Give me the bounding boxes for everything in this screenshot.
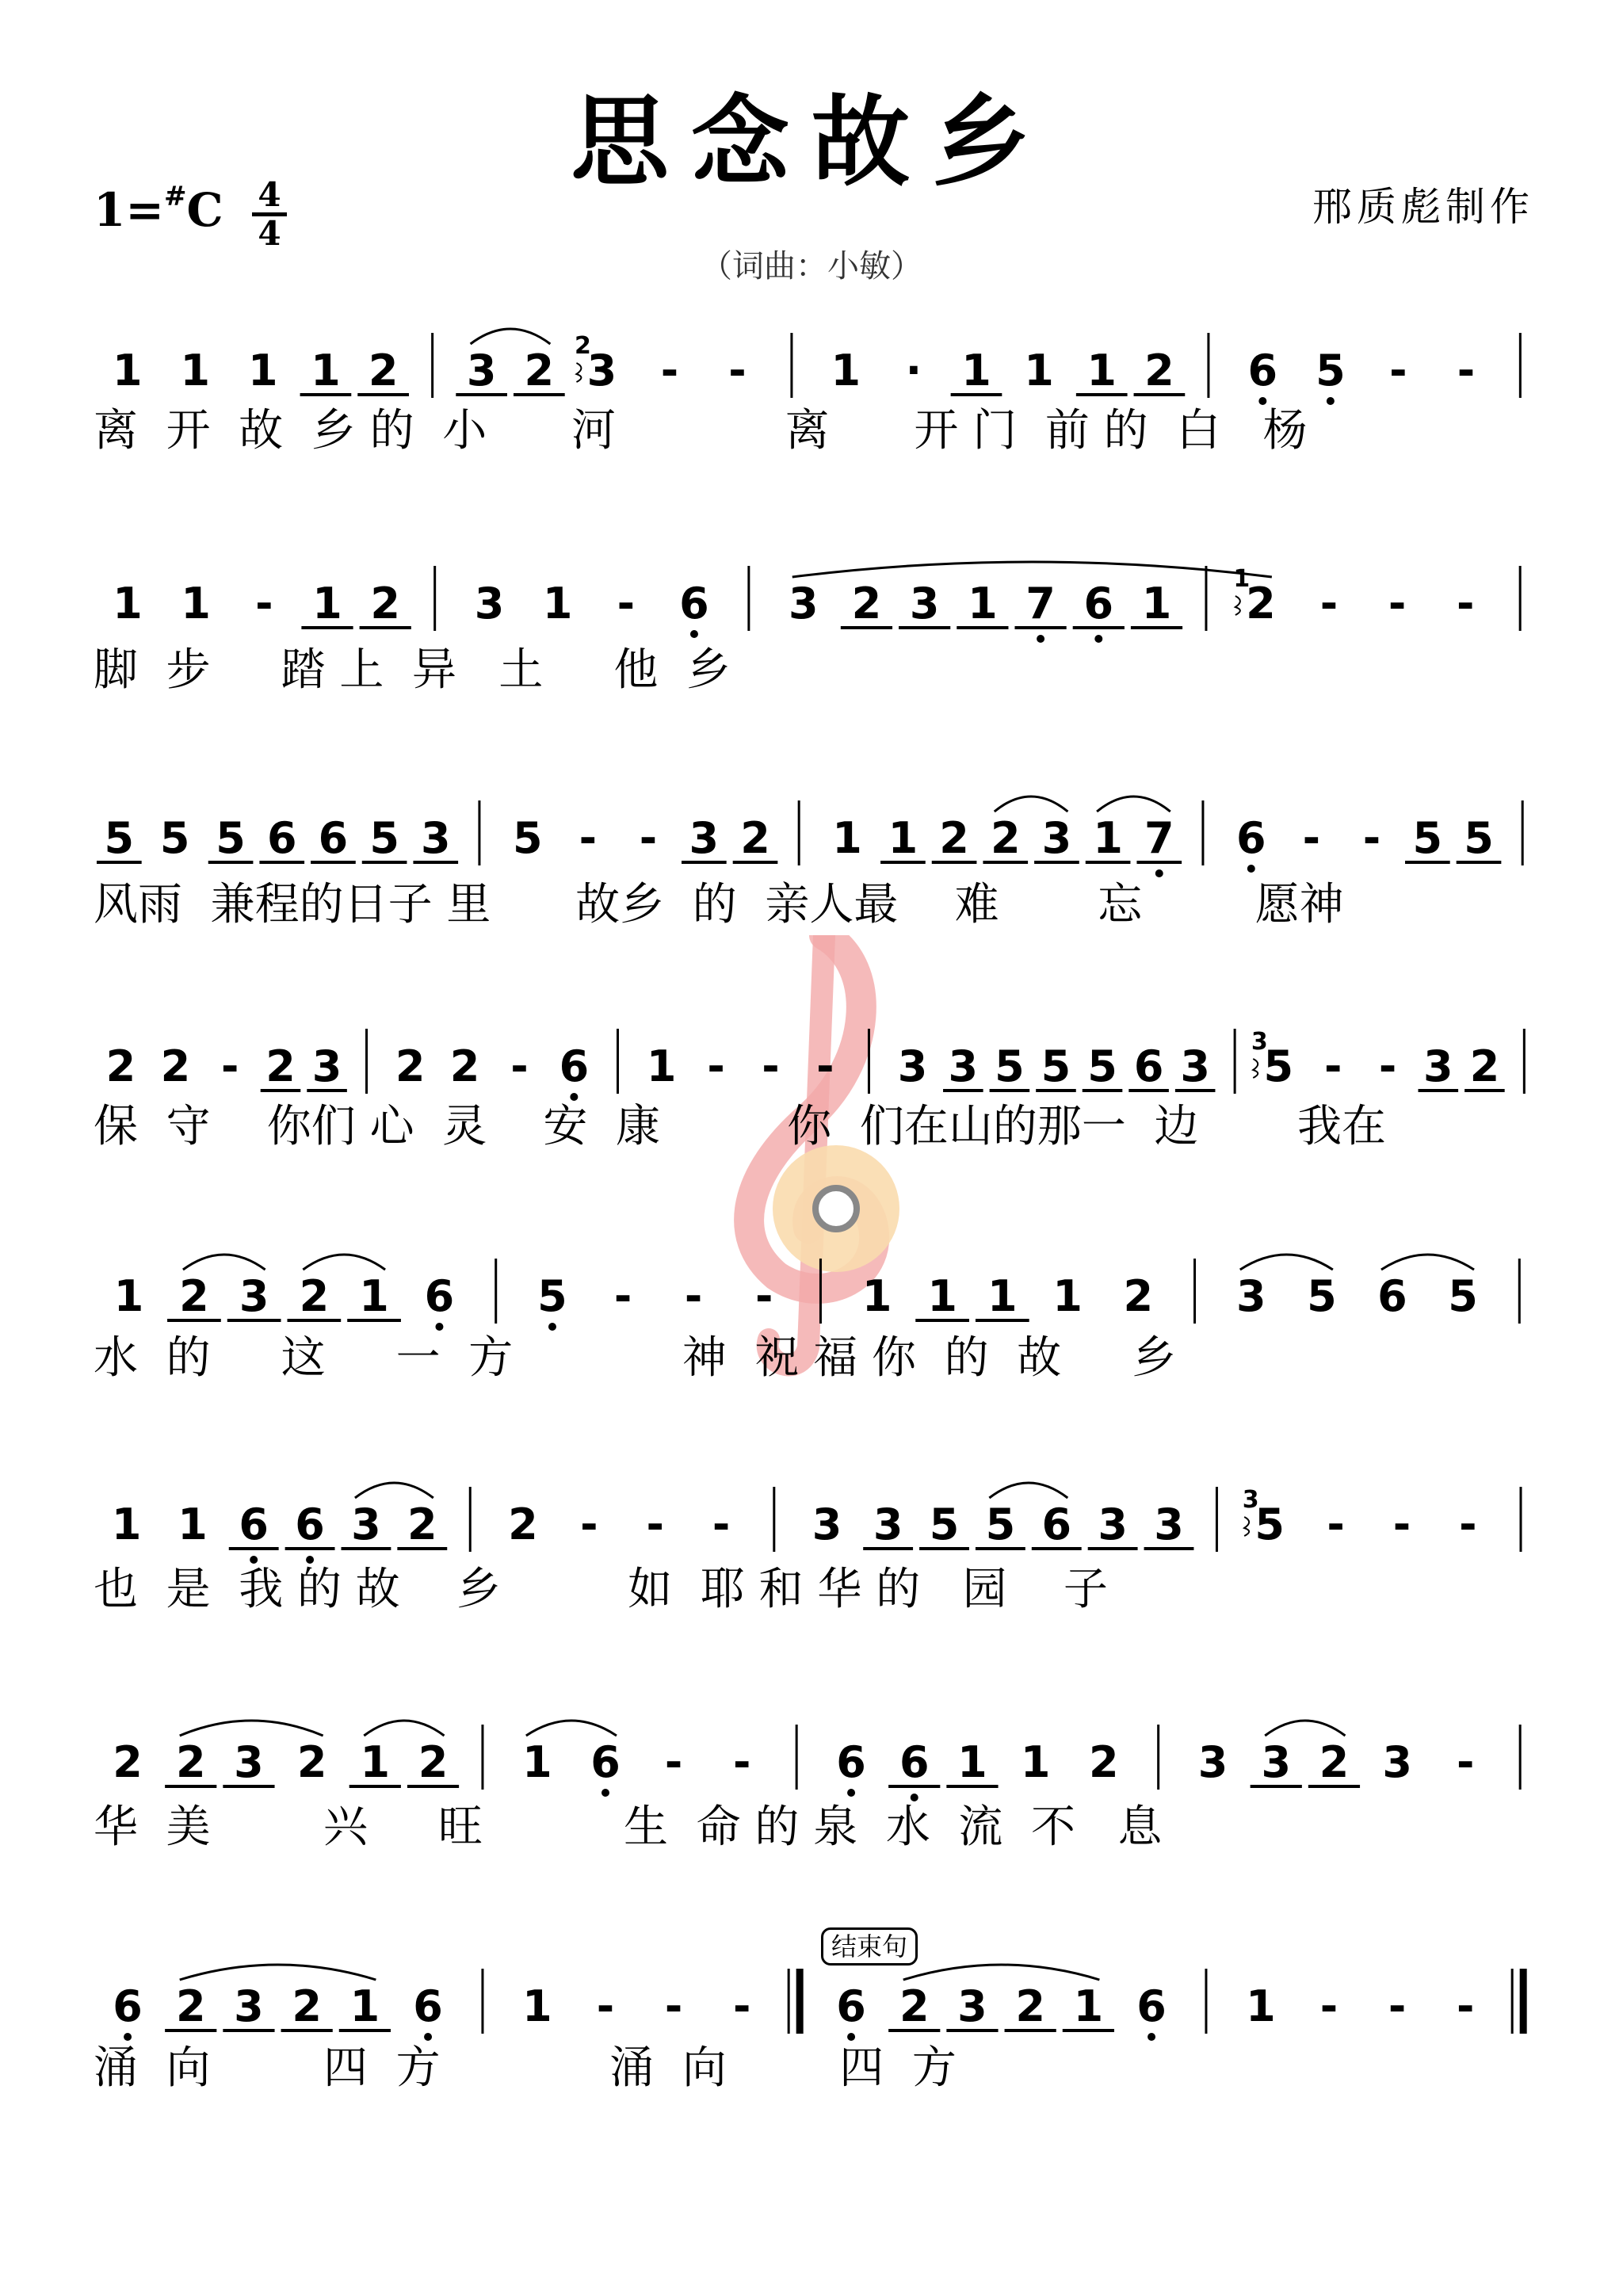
note: 1 (1073, 1981, 1104, 2031)
note: · (905, 346, 922, 395)
low-octave-dot (1258, 397, 1266, 405)
note: 6 (1247, 346, 1278, 395)
dash: - (1457, 579, 1475, 628)
note: 1 (888, 813, 918, 863)
note: 2 (105, 1041, 136, 1091)
note: 1 (180, 346, 211, 395)
note: 2 (1015, 1981, 1045, 2031)
note: 6 (559, 1041, 590, 1091)
note: 2 (939, 813, 969, 863)
dash: - (754, 1271, 773, 1321)
low-octave-dot (548, 1323, 556, 1331)
low-octave-dot (306, 1556, 314, 1564)
dash: - (1302, 813, 1321, 863)
note: 1 (522, 1737, 552, 1787)
note: 1 (359, 1271, 389, 1321)
slur (1265, 1721, 1345, 1736)
dash: - (1319, 579, 1338, 628)
slur (1381, 1255, 1474, 1270)
dash: - (733, 1737, 751, 1787)
low-octave-dot (1148, 2033, 1155, 2041)
lyrics-line: 华 美 兴 旺 生 命 的 泉 水 流 不 息 (94, 1801, 1163, 1853)
dash: - (1362, 813, 1381, 863)
note: 5 (1412, 813, 1443, 863)
note: 3 (1382, 1737, 1412, 1787)
note: 2 (524, 346, 555, 395)
note: 3 (812, 1499, 842, 1549)
note: 3 (1423, 1041, 1453, 1091)
slur (355, 1483, 433, 1498)
note: 3 (474, 579, 505, 628)
dash: - (255, 579, 273, 628)
note: 3 (351, 1499, 381, 1549)
note: 1 (248, 346, 278, 395)
low-octave-dot (1037, 635, 1044, 643)
note: 5 (929, 1499, 960, 1549)
note: 6 (1136, 1981, 1167, 2031)
note: 1 (1024, 346, 1054, 395)
lyrics-line: 保 守 你们 心 灵 安 康 你 们在山的那一 边 我在 (94, 1101, 1387, 1152)
grace-note: 3 (1251, 1028, 1268, 1056)
dash: - (728, 346, 747, 395)
low-octave-dot (911, 1794, 918, 1801)
dash: - (816, 1041, 834, 1091)
dash: - (1457, 1737, 1475, 1787)
low-octave-dot (1247, 865, 1255, 873)
lyrics-line: 也 是 我 的 故 乡 如 耶 和 华 的 园 子 (94, 1564, 1108, 1615)
slur (526, 1721, 617, 1736)
note: 3 (957, 1981, 987, 2031)
note: 5 (1254, 1499, 1285, 1549)
low-octave-dot (570, 1093, 578, 1101)
low-octave-dot (435, 1323, 443, 1331)
slur (364, 1721, 444, 1736)
note: 1 (957, 1737, 987, 1787)
note: 2 (370, 579, 401, 628)
lyrics-line: 水 的 这 一 方 神 祝 福 你 的 故 乡 (94, 1332, 1177, 1384)
note: 5 (513, 813, 543, 863)
note: 2 (508, 1499, 538, 1549)
dash: - (762, 1041, 780, 1091)
note: 1 (349, 1981, 380, 2031)
note: 1 (968, 579, 998, 628)
note: 5 (216, 813, 246, 863)
lyrics-line: 脚 步 踏 上 异 土 他 乡 (94, 644, 731, 696)
note: 7 (1144, 813, 1174, 863)
time-signature-bottom: 4 (258, 214, 281, 253)
slur (303, 1255, 385, 1270)
note: 5 (159, 813, 190, 863)
note: 5 (1041, 1041, 1071, 1091)
low-octave-dot (847, 2033, 855, 2041)
lyrics-line: 风雨 兼程的日子 里 故乡 的 亲人最 难 忘 愿神 (94, 879, 1344, 930)
note: 1 (112, 346, 143, 395)
note: 2 (740, 813, 770, 863)
note: 1 (111, 1499, 142, 1549)
slur (792, 562, 1272, 577)
dash: - (221, 1041, 239, 1091)
lyrics-line: 离 开 故 乡 的 小 河 离 开 门 前 的 白 杨 (94, 405, 1308, 457)
low-octave-dot (250, 1556, 258, 1564)
note: 5 (1263, 1041, 1294, 1091)
note: 2 (265, 1041, 296, 1091)
note: 1 (113, 1271, 144, 1321)
note: 3 (586, 346, 617, 395)
note: 1 (360, 1737, 391, 1787)
note: 3 (234, 1737, 264, 1787)
sharp-sign: # (163, 180, 187, 212)
note: 1 (113, 579, 143, 628)
dash: - (646, 1499, 664, 1549)
note: 6 (113, 1981, 143, 2031)
note: 2 (1469, 1041, 1500, 1091)
note: 3 (1180, 1041, 1210, 1091)
note: 5 (995, 1041, 1025, 1091)
note: 3 (420, 813, 451, 863)
score-title: 思念故乡 (570, 85, 1052, 200)
lyricist-composer-credit: （词曲：小敏） (701, 248, 922, 285)
low-octave-dot (847, 1789, 855, 1797)
dash: - (1392, 1499, 1411, 1549)
note: 5 (104, 813, 135, 863)
note: 3 (1261, 1737, 1292, 1787)
note: 1 (1052, 1271, 1083, 1321)
note: 2 (113, 1737, 143, 1787)
note: 3 (689, 813, 720, 863)
note: 5 (985, 1499, 1016, 1549)
note: 1 (311, 346, 341, 395)
dash: - (664, 1981, 683, 2031)
slur (180, 1721, 323, 1736)
note: 2 (851, 579, 882, 628)
key-note: C (186, 183, 223, 237)
key-prefix: 1= (94, 183, 164, 237)
note: 1 (832, 813, 862, 863)
note: 3 (239, 1271, 269, 1321)
note: 6 (899, 1737, 930, 1787)
note: 2 (899, 1981, 930, 2031)
grace-note: 1 (1233, 565, 1251, 593)
note: 1 (1086, 346, 1117, 395)
slur (995, 797, 1068, 812)
note: 6 (239, 1499, 269, 1549)
note: 5 (1307, 1271, 1337, 1321)
dash: - (579, 813, 598, 863)
note: 2 (1319, 1737, 1350, 1787)
note: 1 (831, 346, 861, 395)
note: 1 (961, 346, 991, 395)
note: 3 (948, 1041, 979, 1091)
dash: - (580, 1499, 598, 1549)
note: 3 (1154, 1499, 1184, 1549)
dash: - (1388, 1981, 1407, 2031)
note: 6 (836, 1981, 866, 2031)
note: 2 (407, 1499, 437, 1549)
note: 1 (1020, 1737, 1051, 1787)
note: 3 (1197, 1737, 1228, 1787)
note: 2 (1088, 1737, 1119, 1787)
note: 3 (466, 346, 497, 395)
note: 1 (181, 579, 211, 628)
note: 3 (909, 579, 940, 628)
low-octave-dot (1094, 635, 1102, 643)
note: 1 (522, 1981, 552, 2031)
note: 3 (311, 1041, 342, 1091)
note: 2 (1144, 346, 1174, 395)
note: 2 (160, 1041, 191, 1091)
note: 1 (987, 1271, 1018, 1321)
dash: - (1327, 1499, 1345, 1549)
note: 2 (292, 1981, 322, 2031)
grace-note: 2 (575, 332, 591, 360)
note: 1 (178, 1499, 208, 1549)
note: 2 (179, 1271, 209, 1321)
grace-squiggle (1244, 1517, 1249, 1536)
dash: - (1323, 1041, 1342, 1091)
lyrics-line: 涌 向 四 方 涌 向 四 方 (94, 2042, 957, 2094)
note: 6 (590, 1737, 621, 1787)
note: 1 (1093, 813, 1123, 863)
slur (1097, 797, 1170, 812)
low-octave-dot (424, 2033, 432, 2041)
note: 2 (299, 1271, 330, 1321)
note: 6 (266, 813, 297, 863)
dash: - (639, 813, 658, 863)
dash: - (596, 1981, 615, 2031)
note: 2 (296, 1737, 327, 1787)
note: 2 (990, 813, 1021, 863)
note: 3 (1236, 1271, 1266, 1321)
note: 5 (1448, 1271, 1478, 1321)
slur (1240, 1255, 1333, 1270)
dash: - (1457, 346, 1476, 395)
note: 5 (537, 1271, 567, 1321)
note: 6 (1041, 1499, 1072, 1549)
note: 1 (1141, 579, 1172, 628)
note: 3 (788, 579, 819, 628)
slur (471, 329, 551, 344)
note: 2 (175, 1737, 206, 1787)
dash: - (1388, 579, 1407, 628)
slur (989, 1483, 1067, 1498)
dash: - (617, 579, 636, 628)
dash: - (707, 1041, 725, 1091)
dash: - (660, 346, 679, 395)
note: 5 (1087, 1041, 1117, 1091)
note: 6 (836, 1737, 866, 1787)
note: 6 (1133, 1041, 1164, 1091)
grace-squiggle (1235, 596, 1240, 615)
maker-credit: 邢质彪制作 (1312, 184, 1534, 230)
dash: - (510, 1041, 529, 1091)
grace-squiggle (1253, 1059, 1258, 1078)
slur (903, 1965, 1100, 1980)
note: 3 (897, 1041, 928, 1091)
dash: - (712, 1499, 731, 1549)
dash: - (613, 1271, 632, 1321)
note: 1 (312, 579, 342, 628)
grace-squiggle (576, 363, 581, 382)
note: 2 (1246, 579, 1276, 628)
dash: - (1389, 346, 1407, 395)
note: 5 (1316, 346, 1346, 395)
dash: - (664, 1737, 683, 1787)
ending-phrase-marker: 结束句 (821, 1927, 918, 1966)
note: 1 (542, 579, 573, 628)
slur (183, 1255, 265, 1270)
time-signature-top: 4 (258, 175, 281, 214)
low-octave-dot (1327, 397, 1335, 405)
low-octave-dot (690, 630, 698, 638)
note: 6 (1236, 813, 1266, 863)
note: 6 (1083, 579, 1114, 628)
note: 6 (295, 1499, 325, 1549)
slur (180, 1965, 376, 1980)
note: 2 (449, 1041, 480, 1091)
dash: - (684, 1271, 703, 1321)
dash: - (1457, 1981, 1475, 2031)
note: 5 (1464, 813, 1494, 863)
note: 3 (234, 1981, 264, 2031)
note: 6 (679, 579, 709, 628)
note: 3 (1098, 1499, 1128, 1549)
note: 1 (646, 1041, 677, 1091)
note: 6 (318, 813, 349, 863)
note: 2 (418, 1737, 449, 1787)
note: 7 (1025, 579, 1056, 628)
dash: - (1459, 1499, 1477, 1549)
note: 6 (424, 1271, 455, 1321)
note: 6 (1377, 1271, 1407, 1321)
low-octave-dot (124, 2033, 132, 2041)
note: 5 (369, 813, 399, 863)
note: 2 (395, 1041, 426, 1091)
dash: - (1378, 1041, 1397, 1091)
note: 3 (873, 1499, 903, 1549)
dash: - (733, 1981, 751, 2031)
note: 3 (1041, 813, 1072, 863)
note: 2 (1123, 1271, 1154, 1321)
note: 6 (413, 1981, 443, 2031)
low-octave-dot (601, 1789, 609, 1797)
note: 2 (368, 346, 399, 395)
note: 2 (175, 1981, 206, 2031)
note: 1 (927, 1271, 957, 1321)
note: 1 (861, 1271, 892, 1321)
dash: - (1319, 1981, 1338, 2031)
low-octave-dot (1155, 869, 1163, 877)
grace-note: 3 (1242, 1486, 1259, 1514)
note: 1 (1246, 1981, 1276, 2031)
